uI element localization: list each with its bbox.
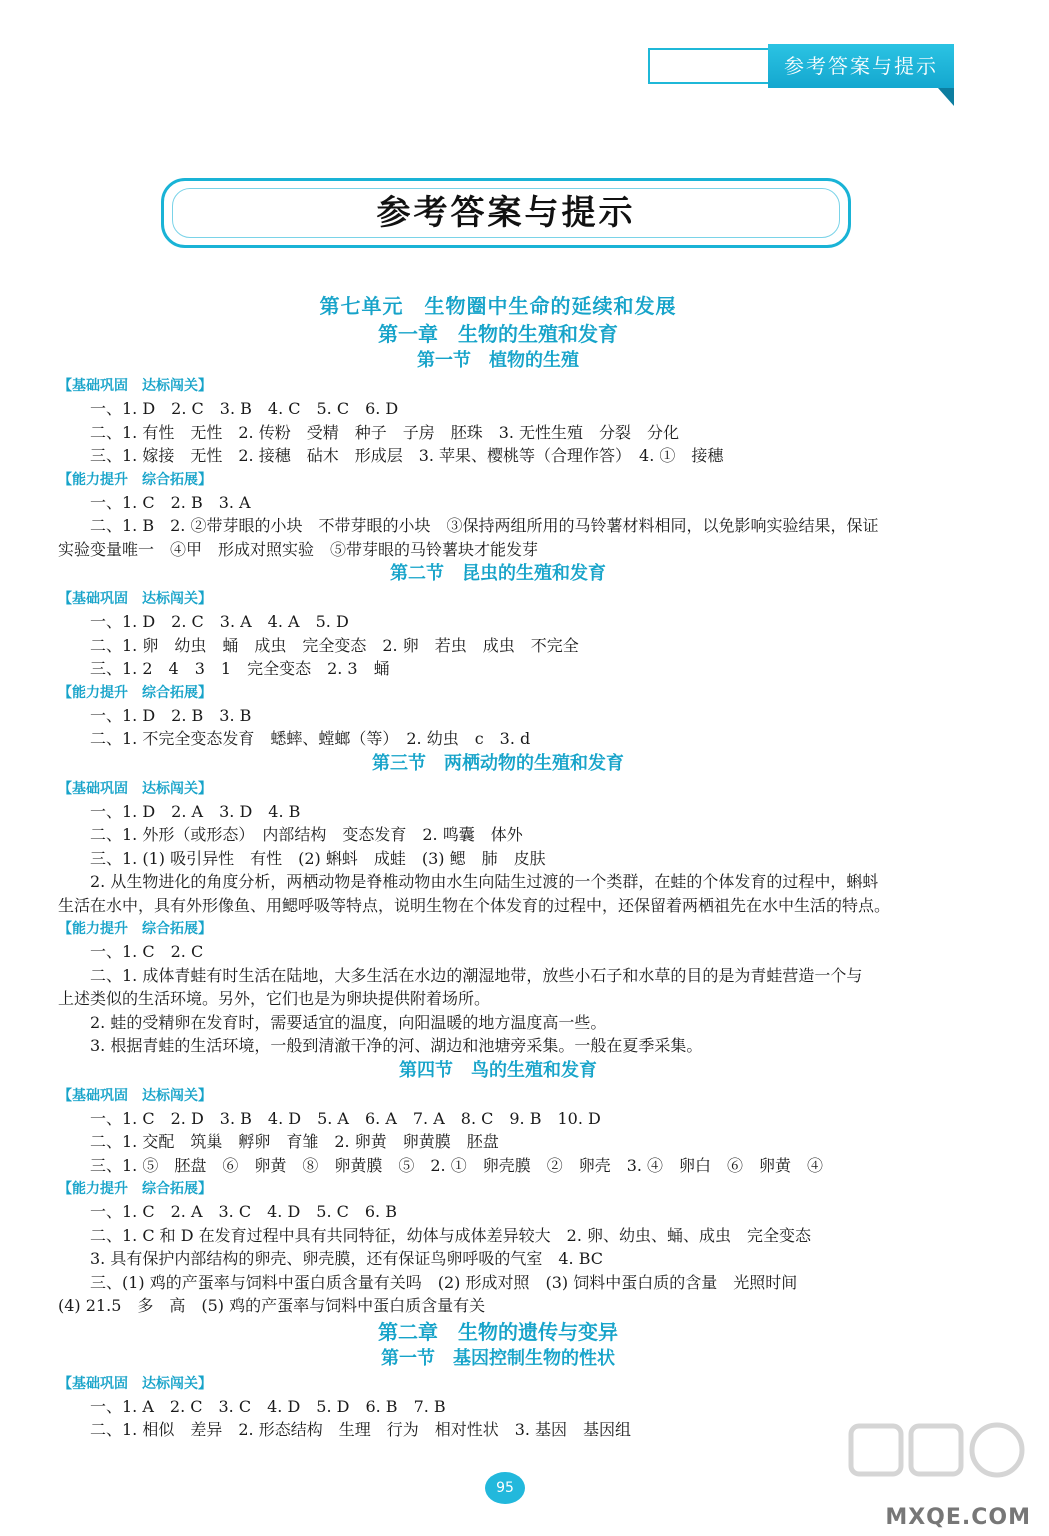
exercise-tag: 【基础巩固 达标闯关】 xyxy=(58,780,212,797)
answer-line-continuation: 实验变量唯一 ④甲 形成对照实验 ⑤带芽眼的马铃薯块才能发芽 xyxy=(58,539,539,559)
section-heading: 第三节 两栖动物的生殖和发育 xyxy=(372,752,624,774)
answer-line: 二、1. 有性 无性 2. 传粉 受精 种子 子房 胚珠 3. 无性生殖 分裂 分化 xyxy=(90,422,680,442)
answer-line: 一、1. C 2. D 3. B 4. D 5. A 6. A 7. A 8. C 9. B 10. D xyxy=(90,1108,601,1128)
answer-line-continuation: 上述类似的生活环境。另外，它们也是为卵块提供附着场所。 xyxy=(58,989,491,1008)
answer-line: 二、1. 成体青蛙有时生活在陆地，大多生活在水边的潮湿地带，放些小石子和水草的目的是为青蛙营造一个与 xyxy=(90,965,863,985)
exercise-tag: 【基础巩固 达标闯关】 xyxy=(58,1375,212,1392)
answer-line: 三、1. ⑤ 胚盘 ⑥ 卵黄 ⑧ 卵黄膜 ⑤ 2. ① 卵壳膜 ② 卵壳 3. ④ 卵白 ⑥ 卵黄 ④ xyxy=(90,1155,824,1175)
answer-line: 3. 具有保护内部结构的卵壳、卵壳膜，还有保证鸟卵呼吸的气室 4. BC xyxy=(90,1249,604,1268)
answer-line: 2. 蛙的受精卵在发育时，需要适宜的温度，向阳温暖的地方温度高一些。 xyxy=(90,1012,607,1032)
answer-line: 二、1. 外形（或形态） 内部结构 变态发育 2. 鸣囊 体外 xyxy=(90,825,523,844)
page-title: 参考答案与提示 xyxy=(376,193,636,233)
exercise-tag: 【能力提升 综合拓展】 xyxy=(58,684,212,701)
answer-line: 二、1. B 2. ②带芽眼的小块 不带芽眼的小块 ③保持两组所用的马铃薯材料相同，以免影响实验结果，保证 xyxy=(90,516,879,535)
answer-line: 一、1. D 2. C 3. A 4. A 5. D xyxy=(90,612,349,631)
answer-line: 二、1. 不完全变态发育 蟋蟀、螳螂（等） 2. 幼虫 c 3. d xyxy=(90,729,531,748)
section-heading: 第二节 昆虫的生殖和发育 xyxy=(390,563,606,584)
unit-heading: 第七单元 生物圈中生命的延续和发展 xyxy=(319,294,677,318)
watermark-text: MXQE.COM xyxy=(885,1505,1031,1530)
answer-line: 一、1. D 2. C 3. B 4. C 5. C 6. D xyxy=(90,399,399,418)
exercise-tag: 【基础巩固 达标闯关】 xyxy=(58,378,212,394)
answer-line: 一、1. D 2. A 3. D 4. B xyxy=(90,801,301,821)
answer-line: 一、1. D 2. B 3. B xyxy=(90,705,252,725)
section-heading: 第四节 鸟的生殖和发育 xyxy=(399,1059,597,1081)
section-heading: 第一节 基因控制生物的性状 xyxy=(381,1347,615,1369)
answer-line: 三、1. 嫁接 无性 2. 接穗 砧木 形成层 3. 苹果、樱桃等（合理作答） 4. ① 接穗 xyxy=(90,446,724,465)
exercise-tag: 【基础巩固 达标闯关】 xyxy=(58,591,212,607)
answer-line: 二、1. 交配 筑巢 孵卵 育雏 2. 卵黄 卵黄膜 胚盘 xyxy=(90,1132,499,1151)
exercise-tag: 【能力提升 综合拓展】 xyxy=(58,921,212,937)
section-heading: 第一节 植物的生殖 xyxy=(417,350,579,371)
exercise-tag: 【基础巩固 达标闯关】 xyxy=(58,1087,212,1104)
answer-line: 2. 从生物进化的角度分析，两栖动物是脊椎动物由水生向陆生过渡的一个类群，在蛙的个体发育的过程中，蝌蚪 xyxy=(90,872,879,891)
header-tab-blank xyxy=(648,48,768,84)
page-number: 95 xyxy=(485,1472,525,1504)
answer-line: 三、1. (1) 吸引异性 有性 (2) 蝌蚪 成蛙 (3) 鳃 肺 皮肤 xyxy=(90,848,546,868)
chapter-heading: 第二章 生物的遗传与变异 xyxy=(378,1319,618,1344)
answer-line: 三、(1) 鸡的产蛋率与饲料中蛋白质含量有关吗 (2) 形成对照 (3) 饲料中蛋白质的含量 光照时间 xyxy=(90,1272,798,1292)
answer-line: 二、1. C 和 D 在发育过程中具有共同特征，幼体与成体差异较大 2. 卵、幼虫、蛹、成虫 完全变态 xyxy=(90,1225,812,1245)
answer-line: 一、1. C 2. B 3. A xyxy=(90,492,251,512)
header-tab-fold xyxy=(938,88,954,106)
header-tab-label: 参考答案与提示 xyxy=(768,44,954,88)
answer-content xyxy=(58,292,938,1442)
answer-line: 一、1. C 2. A 3. C 4. D 5. C 6. B xyxy=(90,1202,397,1221)
answer-line: 二、1. 相似 差异 2. 形态结构 生理 行为 相对性状 3. 基因 基因组 xyxy=(90,1420,632,1439)
answer-line: 一、1. C 2. C xyxy=(90,942,204,961)
answer-line: 一、1. A 2. C 3. C 4. D 5. D 6. B 7. B xyxy=(90,1396,446,1416)
answer-line-continuation: (4) 21.5 多 高 (5) 鸡的产蛋率与饲料中蛋白质含量有关 xyxy=(58,1296,486,1315)
answer-line: 三、1. 2 4 3 1 完全变态 2. 3 蛹 xyxy=(90,659,390,678)
title-banner xyxy=(161,178,851,248)
exercise-tag: 【能力提升 综合拓展】 xyxy=(58,471,212,488)
answer-line: 3. 根据青蛙的生活环境，一般到清澈干净的河、湖边和池塘旁采集。一般在夏季采集。 xyxy=(90,1036,703,1055)
exercise-tag: 【能力提升 综合拓展】 xyxy=(58,1181,212,1197)
answer-line: 二、1. 卵 幼虫 蛹 成虫 完全变态 2. 卵 若虫 成虫 不完全 xyxy=(90,635,579,655)
answer-line-continuation: 生活在水中，具有外形像鱼、用鳃呼吸等特点，说明生物在个体发育的过程中，还保留着两栖祖先在水中生活的特点。 xyxy=(58,895,891,915)
chapter-heading: 第一章 生物的生殖和发育 xyxy=(378,322,618,346)
